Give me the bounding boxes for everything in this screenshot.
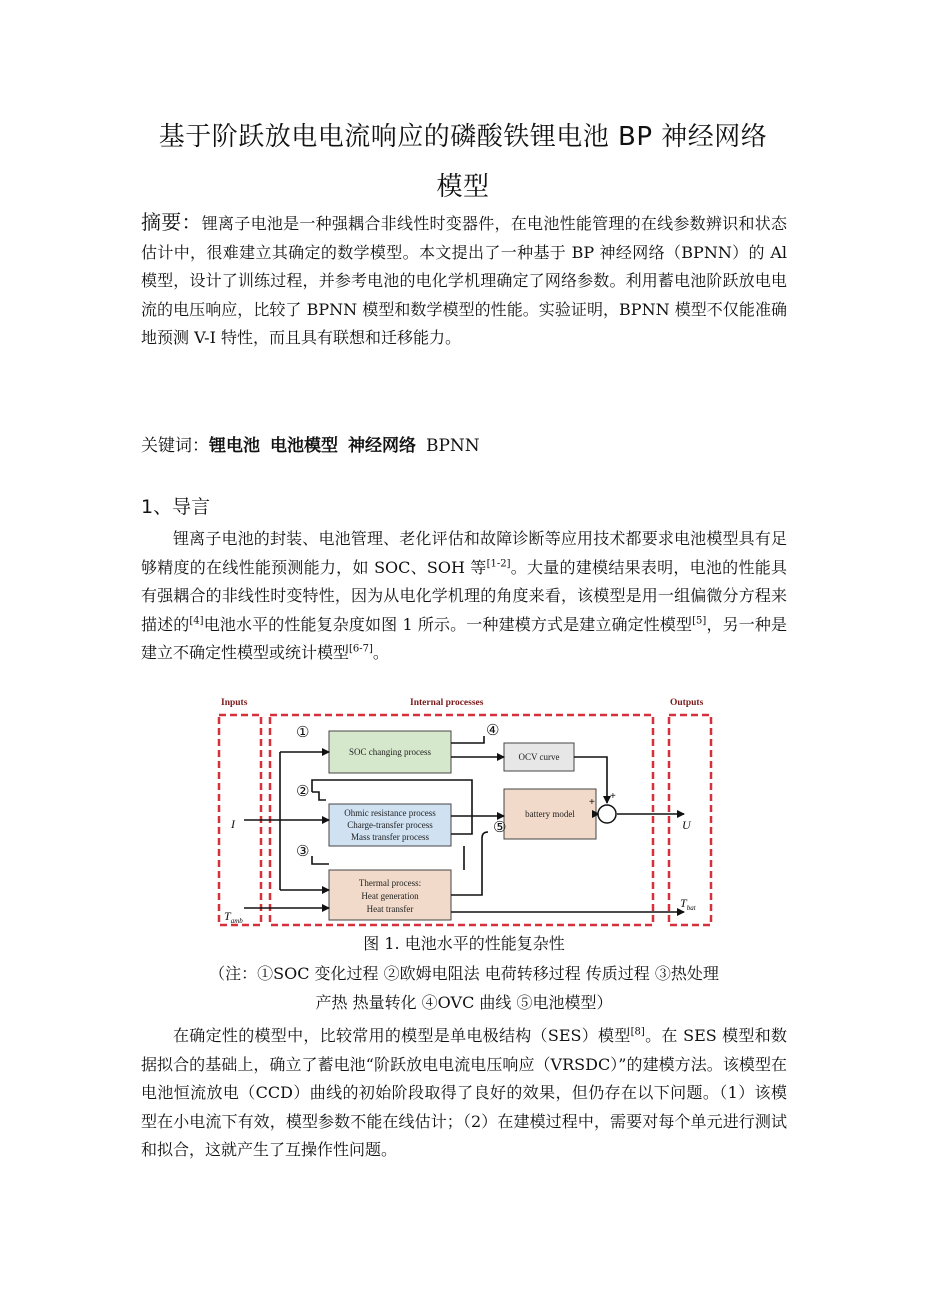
- keywords: [141, 432, 787, 460]
- figure-battery-complexity: [214, 688, 716, 928]
- output-temp-label: $T_{bat}$: [680, 896, 696, 912]
- input-current-label: I: [231, 817, 235, 831]
- keywords-label: 关键词：: [141, 436, 209, 456]
- ohmic-label-1: Ohmic resistance process: [344, 808, 436, 818]
- citation: [1-2]: [486, 558, 511, 570]
- abstract-text: 锂离子电池是一种强耦合非线性时变器件，在电池性能管理的在线参数辨识和状态估计中，很难建立其确定的数学模型。本文提出了一种基于 BP 神经网络（BPNN）的 Al 模型，设计了训练过程，并参考电池的电化学机理确定了网络参数。利用蓄电池阶跃放电电流的电压响应，比较了 BPNN 模型和数学模型的性能。实验证明，BPNN 模型不仅能准确地预测 V-I 特性，而且具有联想和迁移能力。: [141, 214, 787, 347]
- battery-box-label: battery model: [525, 809, 575, 819]
- marker-1: ①: [296, 723, 310, 741]
- text-run: 电池水平的性能复杂度如图 1 所示。一种建模方式是建立确定性模型: [203, 614, 693, 634]
- outputs-label: Outputs: [670, 698, 704, 708]
- marker-5: ⑤: [493, 818, 507, 836]
- figure-caption: 图 1. 电池水平的性能复杂性: [363, 934, 565, 953]
- summing-junction: [598, 805, 616, 823]
- keyword: BPNN: [426, 436, 480, 456]
- inputs-label: Inputs: [221, 698, 248, 708]
- paper-title-line1: 基于阶跃放电电流响应的磷酸铁锂电池 BP 神经网络: [158, 122, 768, 152]
- keyword: 锂电池: [209, 436, 260, 456]
- keyword: 电池模型: [270, 436, 338, 456]
- plus-sign-top: +: [610, 791, 616, 802]
- citation: [4]: [189, 615, 204, 627]
- text-run: 锂离子电池的封装、电池管理、老化评估和故障诊断等应用技术都要求电池模型具有足够精度的在线性能预测能力，如 SOC、SOH 等: [141, 529, 787, 577]
- paragraph-ses: [141, 1022, 787, 1165]
- abstract: [141, 208, 787, 353]
- output-voltage-label: U: [682, 818, 691, 832]
- internal-label: Internal processes: [410, 698, 484, 708]
- text-run: 。在 SES 模型和数据拟合的基础上，确立了蓄电池“阶跃放电电流电压响应（VRSDC）”的建模方法。该模型在电池恒流放电（CCD）曲线的初始阶段取得了良好的效果，但仍存在以下问题。（1）该模型在小电流下有效，模型参数不能在线估计；（2）在建模过程中，需要对每个单元进行测试和拟合，这就产生了互操作性问题。: [141, 1026, 787, 1159]
- soc-box-label: SOC changing process: [349, 747, 431, 757]
- paper-title-line2: 模型: [436, 172, 490, 202]
- citation: [5]: [692, 615, 707, 627]
- text-run: 在确定性的模型中，比较常用的模型是单电极结构（SES）模型: [173, 1026, 631, 1045]
- figure-note-line2: 产热 热量转化 ④OVC 曲线 ⑤电池模型）: [315, 992, 613, 1012]
- plus-sign-left: +: [589, 797, 595, 808]
- text-run: ，另一种是建立不确定性模型或统计模型: [141, 614, 787, 662]
- paragraph-intro: [141, 525, 787, 668]
- citation: [8]: [630, 1026, 645, 1038]
- keyword: 神经网络: [348, 436, 416, 456]
- citation: [6-7]: [349, 643, 373, 655]
- figure-note: [141, 960, 787, 1017]
- text-run: 。大量的建模结果表明，电池的性能具有强耦合的非线性时变特性，因为从电化学机理的角度来看，该模型是用一组偏微分方程来描述的: [141, 557, 787, 634]
- thermal-label-1: Thermal process:: [358, 878, 422, 888]
- diagram: [214, 688, 716, 928]
- thermal-label-3: Heat transfer: [366, 904, 414, 914]
- marker-2: ②: [296, 782, 310, 800]
- thermal-label-2: Heat generation: [361, 891, 419, 901]
- ocv-box-label: OCV curve: [518, 752, 560, 762]
- marker-4: ④: [486, 721, 500, 739]
- abstract-label: 摘要：: [141, 210, 202, 234]
- text-run: 。: [372, 643, 389, 662]
- section-heading: 1、导言: [141, 496, 211, 518]
- input-temp-label: $T_{amb}$: [224, 909, 243, 925]
- ohmic-label-2: Charge-transfer process: [347, 820, 433, 830]
- marker-3: ③: [296, 842, 310, 860]
- figure-note-line1: （注：①SOC 变化过程 ②欧姆电阻法 电荷转移过程 传质过程 ③热处理: [209, 964, 719, 983]
- ohmic-label-3: Mass transfer process: [351, 832, 429, 842]
